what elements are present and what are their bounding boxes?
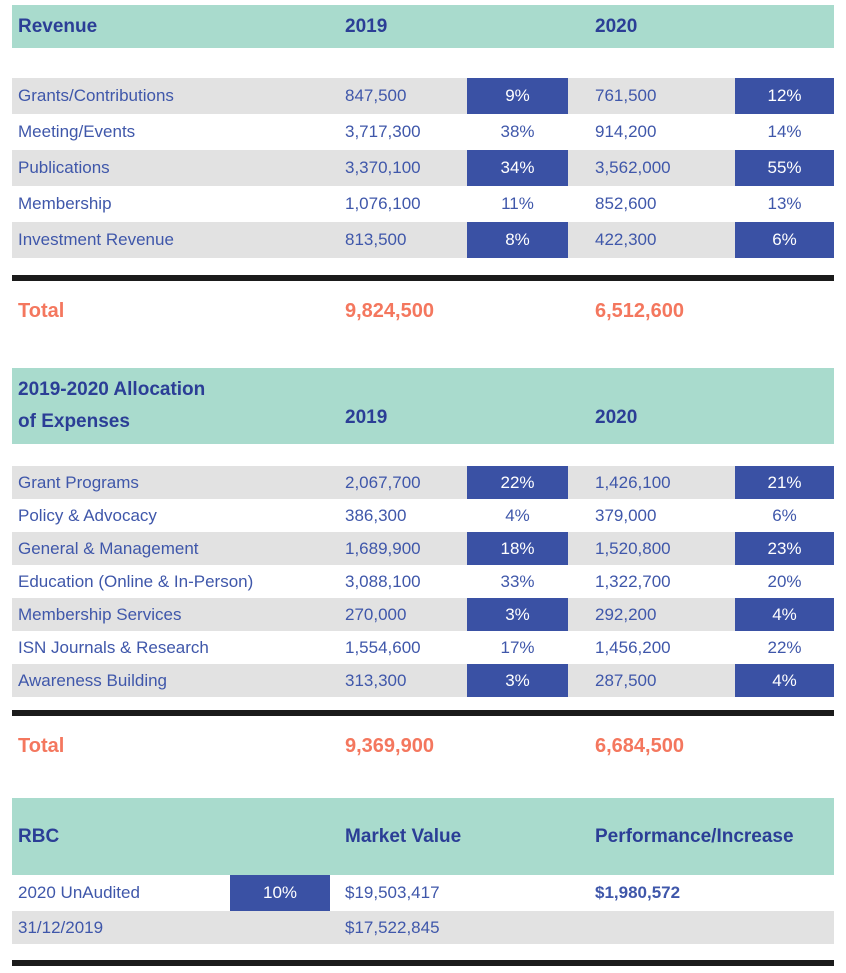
percent-badge: 3%	[467, 598, 568, 631]
value-2019: 270,000	[345, 604, 407, 624]
row-label: General & Management	[18, 538, 199, 558]
percent-badge: 10%	[230, 875, 330, 911]
value-2020: 3,562,000	[595, 158, 671, 177]
percent-value: 13%	[767, 194, 802, 213]
percent-badge: 3%	[467, 664, 568, 697]
table-row	[12, 911, 834, 944]
percent-badge: 4%	[735, 664, 834, 697]
value-2019: 1,076,100	[345, 194, 421, 213]
value-2019: 1,554,600	[345, 637, 421, 657]
spacer	[12, 48, 834, 78]
revenue-total-row	[12, 293, 834, 329]
rbc-col-market-value: Market Value	[345, 825, 462, 847]
percent-value: 14%	[767, 122, 802, 141]
table-row	[12, 499, 834, 532]
financial-report-page	[12, 5, 834, 966]
value-2020: 1,322,700	[595, 571, 671, 591]
expenses-section	[12, 368, 834, 764]
table-row	[12, 150, 834, 186]
value-2020: 1,426,100	[595, 472, 671, 492]
percent-badge: 55%	[735, 150, 834, 186]
spacer	[12, 764, 834, 798]
value-2019: 813,500	[345, 230, 407, 249]
value-2019: 313,300	[345, 670, 407, 690]
expenses-total-row	[12, 728, 834, 764]
table-row	[12, 78, 834, 114]
revenue-header	[12, 5, 834, 48]
value-2020: 292,200	[595, 604, 657, 624]
table-row	[12, 631, 834, 664]
table-row	[12, 565, 834, 598]
spacer	[12, 944, 834, 960]
value-2020: 287,500	[595, 670, 657, 690]
percent-value: 22%	[767, 637, 802, 657]
percent-value: 6%	[772, 505, 797, 525]
value-2020: 422,300	[595, 230, 657, 249]
total-2020: 6,512,600	[595, 299, 684, 322]
expenses-title	[18, 374, 205, 438]
divider-line	[12, 710, 834, 716]
value-2019: 847,500	[345, 86, 407, 105]
value-2020: 1,520,800	[595, 538, 671, 558]
value-2020: 379,000	[595, 505, 657, 525]
table-row	[12, 466, 834, 499]
divider-line	[12, 960, 834, 966]
percent-value: 4%	[505, 505, 530, 525]
row-label: Grants/Contributions	[18, 86, 174, 105]
value-2019: 3,717,300	[345, 122, 421, 141]
value-2020: 1,456,200	[595, 637, 671, 657]
rbc-header	[12, 798, 834, 875]
percent-value: 33%	[500, 571, 535, 591]
total-2019: 9,824,500	[345, 299, 434, 322]
percent-badge: 4%	[735, 598, 834, 631]
percent-value: 38%	[500, 122, 535, 141]
row-label: Grant Programs	[18, 472, 139, 492]
percent-value: 17%	[500, 637, 535, 657]
row-label: Policy & Advocacy	[18, 505, 157, 525]
divider-line	[12, 275, 834, 281]
expenses-header	[12, 368, 834, 444]
value-2019: 386,300	[345, 505, 407, 525]
percent-badge: 18%	[467, 532, 568, 565]
table-row	[12, 222, 834, 258]
percent-badge: 34%	[467, 150, 568, 186]
table-row	[12, 532, 834, 565]
performance-value: $1,980,572	[595, 883, 681, 902]
spacer	[12, 697, 834, 710]
value-2020: 852,600	[595, 194, 657, 213]
spacer	[12, 258, 834, 275]
row-label: 2020 UnAudited	[18, 883, 140, 902]
row-label: Awareness Building	[18, 670, 167, 690]
expenses-title-line1: 2019-2020 Allocation	[18, 379, 206, 400]
expenses-title-line2: of Expenses	[18, 411, 130, 432]
expenses-col-2020: 2020	[595, 407, 638, 428]
percent-badge: 12%	[735, 78, 834, 114]
percent-value: 20%	[767, 571, 802, 591]
value-2019: 3,370,100	[345, 158, 421, 177]
table-row	[12, 598, 834, 631]
value-2020: 914,200	[595, 122, 657, 141]
revenue-section	[12, 5, 834, 329]
percent-badge: 21%	[735, 466, 834, 499]
percent-badge: 8%	[467, 222, 568, 258]
rbc-section	[12, 798, 834, 966]
row-label: Education (Online & In-Person)	[18, 571, 254, 591]
value-2020: 761,500	[595, 86, 657, 105]
expenses-col-2019: 2019	[345, 407, 388, 428]
revenue-title: Revenue	[18, 15, 98, 37]
percent-badge: 22%	[467, 466, 568, 499]
total-label: Total	[18, 734, 65, 757]
percent-badge: 6%	[735, 222, 834, 258]
rbc-col-performance: Performance/Increase	[595, 825, 794, 847]
table-row	[12, 664, 834, 697]
row-label: Meeting/Events	[18, 122, 136, 141]
row-label: Membership	[18, 194, 112, 213]
revenue-col-2019: 2019	[345, 15, 388, 37]
rbc-title: RBC	[18, 825, 60, 847]
market-value: $19,503,417	[345, 883, 440, 902]
table-row	[12, 186, 834, 222]
spacer	[12, 329, 834, 368]
revenue-col-2020: 2020	[595, 15, 638, 37]
percent-badge: 23%	[735, 532, 834, 565]
market-value: $17,522,845	[345, 917, 440, 937]
row-label: 31/12/2019	[18, 917, 104, 937]
total-2019: 9,369,900	[345, 734, 434, 757]
spacer	[12, 444, 834, 466]
row-label: Publications	[18, 158, 110, 177]
value-2019: 2,067,700	[345, 472, 421, 492]
row-label: Membership Services	[18, 604, 182, 624]
row-label: ISN Journals & Research	[18, 637, 209, 657]
value-2019: 1,689,900	[345, 538, 421, 558]
table-row	[12, 875, 834, 911]
total-2020: 6,684,500	[595, 734, 684, 757]
percent-value: 11%	[501, 194, 534, 213]
percent-badge: 9%	[467, 78, 568, 114]
value-2019: 3,088,100	[345, 571, 421, 591]
row-label: Investment Revenue	[18, 230, 174, 249]
total-label: Total	[18, 299, 65, 322]
table-row	[12, 114, 834, 150]
